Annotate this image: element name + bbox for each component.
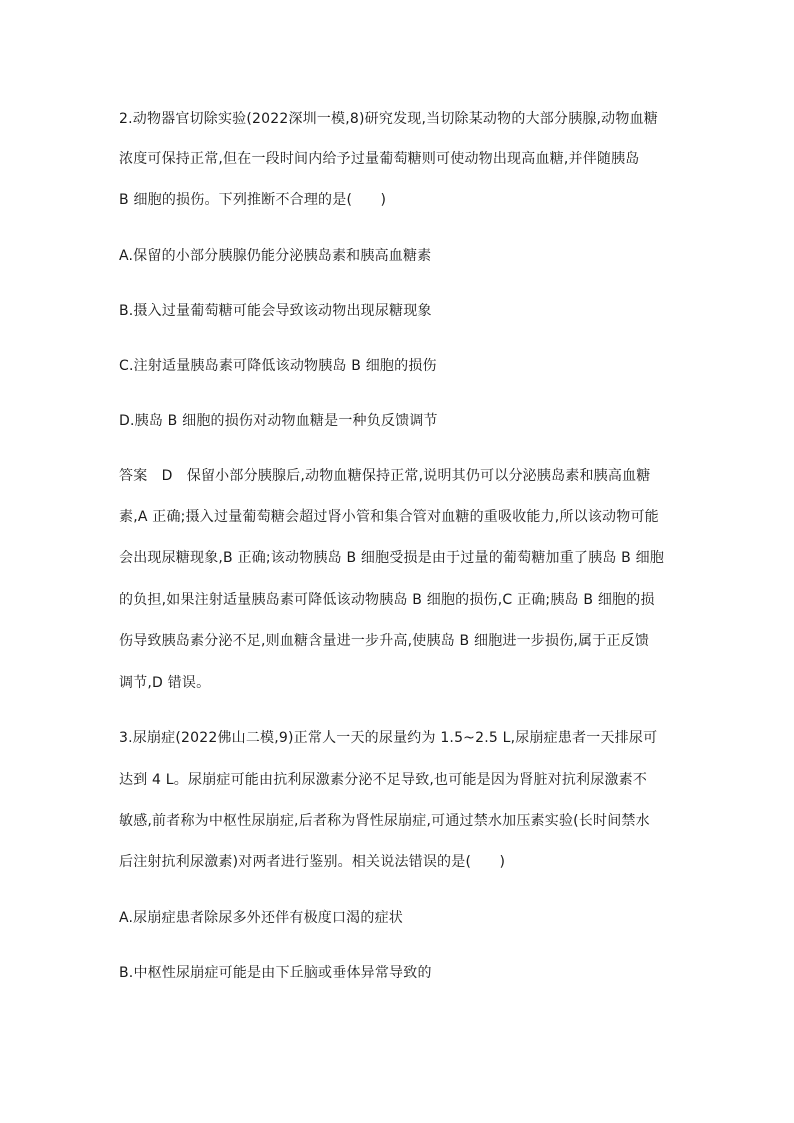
q2-answer-line-2: 素,A 正确;摄入过量葡萄糖会超过肾小管和集合管对血糖的重吸收能力,所以该动物可能 bbox=[119, 509, 659, 525]
q2-answer-line-4: 的负担,如果注射适量胰岛素可降低该动物胰岛 B 细胞的损伤,C 正确;胰岛 B 细胞的损 bbox=[119, 592, 655, 608]
q3-stem-line-1: 3.尿崩症(2022佛山二模,9)正常人一天的尿量约为 1.5~2.5 L,尿崩症患者一天排尿可 bbox=[119, 730, 658, 746]
q2-stem-line-2: 浓度可保持正常,但在一段时间内给予过量葡萄糖则可使动物出现高血糖,并伴随胰岛 bbox=[119, 151, 640, 167]
q2-answer-line-5: 伤导致胰岛素分泌不足,则血糖含量进一步升高,使胰岛 B 细胞进一步损伤,属于正反馈 bbox=[119, 633, 650, 649]
q3-option-a: A.尿崩症患者除尿多外还伴有极度口渴的症状 bbox=[119, 910, 403, 926]
q2-option-c: C.注射适量胰岛素可降低该动物胰岛 B 细胞的损伤 bbox=[119, 358, 437, 374]
q3-stem-line-3: 敏感,前者称为中枢性尿崩症,后者称为肾性尿崩症,可通过禁水加压素实验(长时间禁水 bbox=[119, 813, 650, 829]
q2-option-d: D.胰岛 B 细胞的损伤对动物血糖是一种负反馈调节 bbox=[119, 413, 438, 429]
q2-answer-line-6: 调节,D 错误。 bbox=[119, 675, 211, 691]
q3-stem-line-2: 达到 4 L。尿崩症可能由抗利尿激素分泌不足导致,也可能是因为肾脏对抗利尿激素不 bbox=[119, 772, 648, 788]
q2-option-b: B.摄入过量葡萄糖可能会导致该动物出现尿糖现象 bbox=[119, 303, 432, 319]
q2-answer-line-3: 会出现尿糖现象,B 正确;该动物胰岛 B 细胞受损是由于过量的葡萄糖加重了胰岛 B 细胞 bbox=[119, 550, 665, 566]
q3-stem-line-4: 后注射抗利尿激素)对两者进行鉴别。相关说法错误的是( ) bbox=[119, 854, 506, 870]
q3-option-b: B.中枢性尿崩症可能是由下丘脑或垂体异常导致的 bbox=[119, 965, 432, 981]
q2-stem-line-3: B 细胞的损伤。下列推断不合理的是( ) bbox=[119, 192, 387, 208]
q2-option-a: A.保留的小部分胰腺仍能分泌胰岛素和胰高血糖素 bbox=[119, 248, 432, 264]
q2-answer-line-1: 答案 D 保留小部分胰腺后,动物血糖保持正常,说明其仍可以分泌胰岛素和胰高血糖 bbox=[119, 468, 651, 484]
q2-stem-line-1: 2.动物器官切除实验(2022深圳一模,8)研究发现,当切除某动物的大部分胰腺,动物血糖 bbox=[119, 111, 658, 127]
